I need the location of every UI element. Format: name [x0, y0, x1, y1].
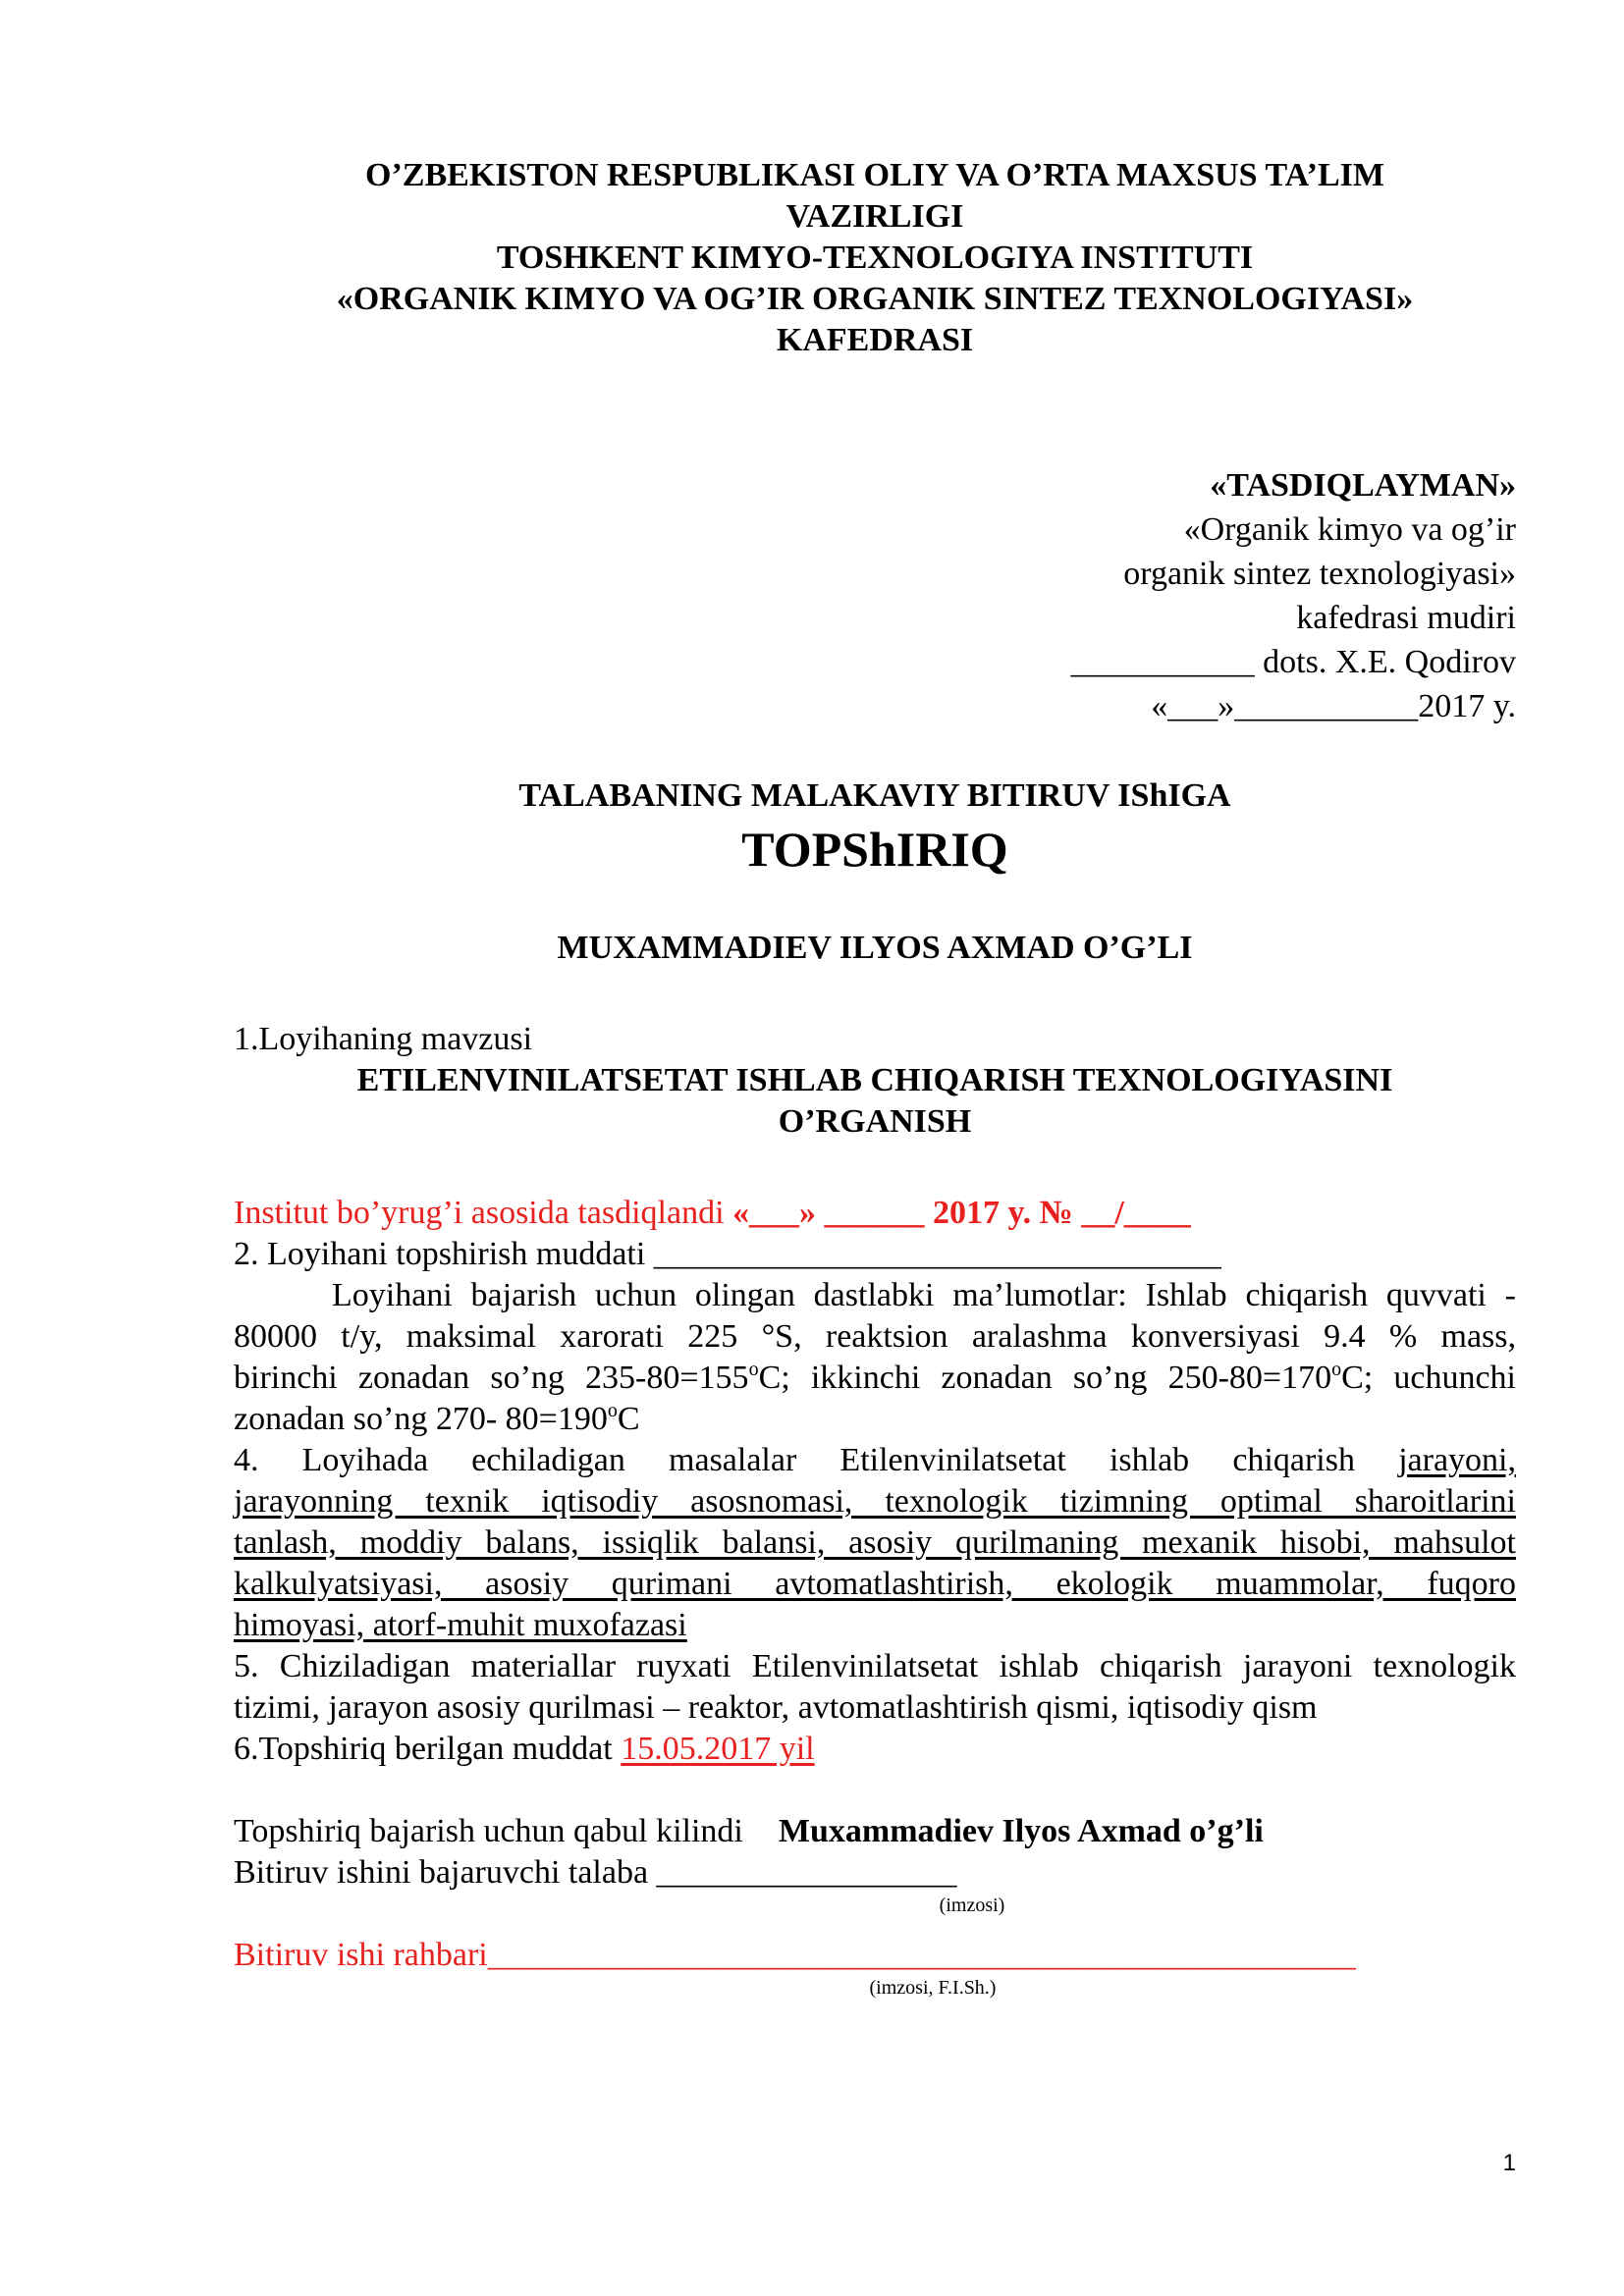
tasks-line: himoyasi, atorf-muhit muxofazasi [234, 1607, 687, 1643]
tasks-line: tanlash, moddiy balans, issiqlik balansi, asosiy qurilmaning mexanik hisobi, mahsulot [234, 1524, 1516, 1561]
approval-date-line: «___»___________2017 y. [1151, 688, 1516, 724]
document-title: TOPShIRIQ [741, 822, 1008, 877]
approval-block [234, 463, 1516, 728]
drawings-line: 5. Chiziladigan materiallar ruyxati Etilenvinilatsetat ishlab chiqarish jarayoni texnologik [234, 1648, 1516, 1684]
approval-line: kafedrasi mudiri [1296, 600, 1516, 636]
acceptance-line [234, 1811, 1516, 1852]
issue-date-value: 15.05.2017 yil [621, 1731, 815, 1767]
topic-line: ETILENVINILATSETAT ISHLAB CHIQARISH TEXNOLOGIYASINI [356, 1062, 1393, 1098]
order-number: «___» ______ 2017 y. № __/____ [732, 1195, 1191, 1231]
initial-data-paragraph [234, 1275, 1516, 1440]
order-text: Institut bo’yrug’i asosida tasdiqlandi [234, 1195, 733, 1231]
drawings-line: tizimi, jarayon asosiy qurilmasi – reaktor, avtomatlashtirish qismi, iqtisodiy qism [234, 1689, 1318, 1726]
approval-title: «TASDIQLAYMAN» [1210, 467, 1516, 504]
header-line: «ORGANIK KIMYO VA OG’IR ORGANIK SINTEZ TEXNOLOGIYASI» [336, 281, 1414, 317]
ministry-header [234, 155, 1516, 361]
acceptance-student-name: Muxammadiev Ilyos Axmad o’g’li [778, 1813, 1264, 1849]
tasks-line: kalkulyatsiyasi, asosiy qurimani avtomatlashtirish, ekologik muammolar, fuqoro [234, 1566, 1516, 1602]
drawings-paragraph [234, 1646, 1516, 1729]
supervisor-caption: (imzosi, F.I.Sh.) [869, 1977, 997, 1999]
tasks-line: jarayonning texnik iqtisodiy asosnomasi, texnologik tizimning optimal sharoitlarini [234, 1483, 1516, 1520]
document-subtitle: TALABANING MALAKAVIY BITIRUV IShIGA [518, 777, 1231, 814]
tasks-paragraph [234, 1440, 1516, 1646]
tasks-line: 4. Loyihada echiladigan masalalar Etilenvinilatsetat ishlab chiqarish jarayoni, [234, 1442, 1516, 1478]
approval-signature-line: ___________ dots. X.E. Qodirov [1070, 644, 1516, 680]
topic-title [234, 1060, 1516, 1143]
issue-date-label: 6.Topshiriq berilgan muddat [234, 1731, 622, 1767]
approval-line: «Organik kimyo va og’ir [1183, 511, 1516, 548]
header-line: TOSHKENT KIMYO-TEXNOLOGIYA INSTITUTI [496, 240, 1254, 276]
page-number: 1 [1502, 2150, 1516, 2176]
topic-label: 1.Loyihaning mavzusi [234, 1021, 533, 1057]
initial-data-line: birinchi zonadan so’ng $235-80=155^oC$; ikkinchi zonadan so’ng $250-80=170^oC$; uchunchi [234, 1358, 1516, 1396]
initial-data-line: Loyihani bajarish uchun olingan dastlabki ma’lumotlar: Ishlab chiqarish quvvati - [332, 1277, 1516, 1313]
header-line: KAFEDRASI [776, 322, 974, 358]
header-line: VAZIRLIGI [785, 198, 964, 235]
header-line: O’ZBEKISTON RESPUBLIKASI OLIY VA O’RTA MAXSUS TA’LIM [365, 157, 1384, 193]
submission-deadline: 2. Loyihani topshirish muddati __________________________________ [234, 1236, 1221, 1272]
supervisor-line: Bitiruv ishi rahbari____________________________________________________ [234, 1937, 1356, 1973]
institute-order [234, 1193, 1516, 1234]
initial-data-line: zonadan so’ng 270- $80=190^oC$ [234, 1399, 640, 1437]
acceptance-label: Topshiriq bajarish uchun qabul kilindi [234, 1813, 743, 1849]
signature-caption: (imzosi) [939, 1895, 1005, 1916]
student-signature-line: Bitiruv ishini bajaruvchi talaba __________________ [234, 1854, 957, 1891]
approval-line: organik sintez texnologiyasi» [1123, 556, 1516, 592]
issue-date-line [234, 1729, 1516, 1770]
initial-data-line: 80000 t/y, maksimal xarorati 225 °S, reaktsion aralashma konversiyasi 9.4 % mass, [234, 1318, 1516, 1355]
topic-line: O’RGANISH [778, 1103, 972, 1140]
student-name-heading: MUXAMMADIEV ILYOS AXMAD O’G’LI [557, 930, 1193, 966]
